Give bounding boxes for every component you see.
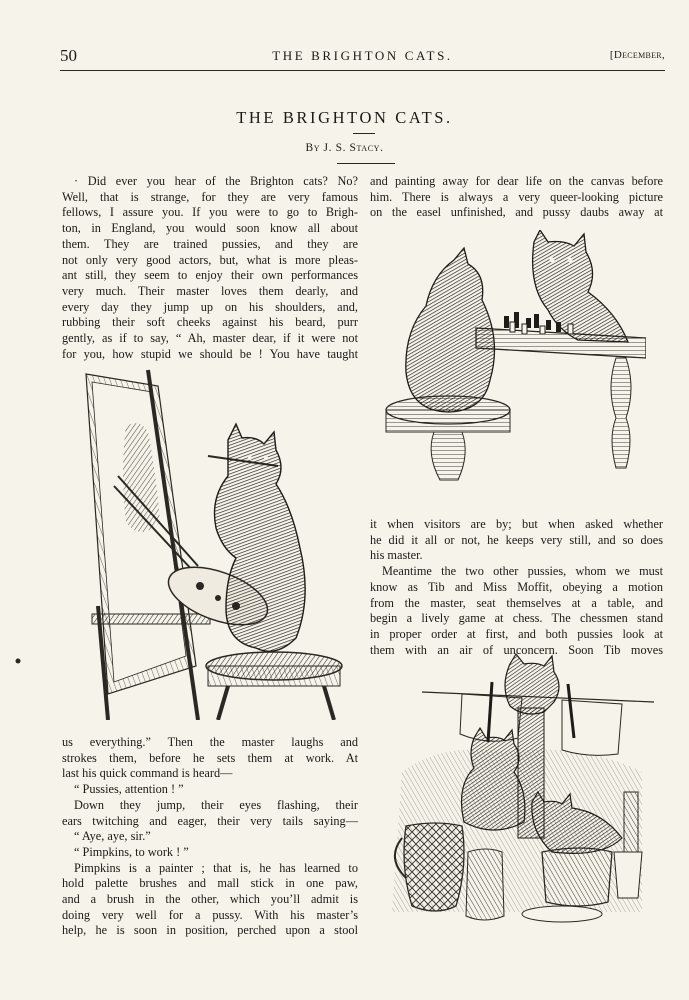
byline-rule — [337, 163, 395, 164]
text-line: know as Tib and Miss Moffit, obeying a motion — [370, 579, 663, 594]
text-line: strokes them, before he sets them at work. At — [62, 750, 358, 765]
column-1-bottom — [62, 735, 358, 939]
text-line: begin a lively game at chess. The chessmen stand — [370, 611, 663, 626]
text-line: Pimpkins is a painter ; that is, he has learned to — [74, 860, 358, 875]
column-2-middle — [370, 517, 663, 658]
text-line: ton, in England, you would soon know all about — [62, 221, 358, 236]
text-line: Meantime the two other pussies, whom we must — [382, 564, 663, 579]
text-line: from the master, seat themselves at a table, and — [370, 595, 663, 610]
text-line: doing very well for a pussy. With his master’s — [62, 907, 358, 922]
text-line: help, he is soon in position, perched upon a stool — [62, 923, 358, 938]
running-title: THE BRIGHTON CATS. — [272, 48, 453, 63]
text-line: on the easel unfinished, and pussy daubs away at — [370, 205, 663, 220]
text-line: “ Pussies, attention ! ” — [74, 782, 184, 797]
text-line: for you, how stupid we should be ! You have taught — [62, 346, 358, 361]
title-rule — [353, 133, 375, 134]
text-line: gently, as if to say, “ Ah, master dear, if it were not — [62, 331, 358, 346]
column-1-top — [62, 174, 358, 362]
text-line: in proper order at first, and both pussies look at — [370, 626, 663, 641]
painter-cat-illustration — [78, 366, 350, 720]
text-line: his master. — [370, 548, 423, 563]
text-line: hold palette brushes and mall stick in one paw, — [62, 876, 358, 891]
text-line: us everything.” Then the master laughs and — [62, 735, 358, 749]
article-title: THE BRIGHTON CATS. — [236, 108, 453, 127]
text-line: Well, that is strange, for they are very famous — [62, 189, 358, 204]
text-line: and a brush in the other, which you’ll admit is — [62, 892, 358, 907]
ink-speck — [14, 652, 22, 660]
text-line: him. There is always a very queer-looking picture — [370, 189, 663, 204]
running-header — [60, 46, 665, 68]
column-2-top — [370, 174, 663, 221]
text-line: ears twitching and eager, their very tails saying— — [62, 813, 358, 828]
text-line: “ Aye, aye, sir.” — [74, 829, 151, 844]
text-line: them. They are trained pussies, and they are — [62, 236, 358, 251]
text-line: last his quick command is heard— — [62, 766, 233, 781]
text-line: “ Pimpkins, to work ! ” — [74, 844, 189, 859]
issue-date-label: [December, — [609, 49, 665, 61]
page-number: 50 — [60, 46, 77, 65]
text-line: and painting away for dear life on the canvas before — [370, 174, 663, 188]
text-line: fellows, I assure you. If you were to go to Brigh- — [62, 205, 358, 220]
text-line: it when visitors are by; but when asked whether — [370, 517, 663, 531]
chess-cats-illustration — [384, 230, 646, 488]
text-line: them with an air of unconcern. Soon Tib moves — [370, 642, 663, 657]
text-line: ant still, they seem to enjoy their own performances — [62, 268, 358, 283]
text-line: · Did ever you hear of the Brighton cats? No? — [74, 174, 358, 188]
text-line: not only very good actors, but, what is more pleas- — [62, 252, 358, 267]
text-line: every day they jump up on his shoulders, and, — [62, 299, 358, 314]
text-line: Down they jump, their eyes flashing, their — [74, 797, 358, 812]
text-line: he did it all or not, he keeps very still, and so does — [370, 532, 663, 547]
text-line: very much. Their master loves them dearly, and — [62, 283, 358, 298]
text-line: rubbing their soft cheeks against his beard, purr — [62, 315, 358, 330]
header-rule — [60, 70, 665, 71]
kitchen-cats-illustration — [392, 652, 654, 930]
byline: By J. S. Stacy. — [305, 142, 384, 154]
